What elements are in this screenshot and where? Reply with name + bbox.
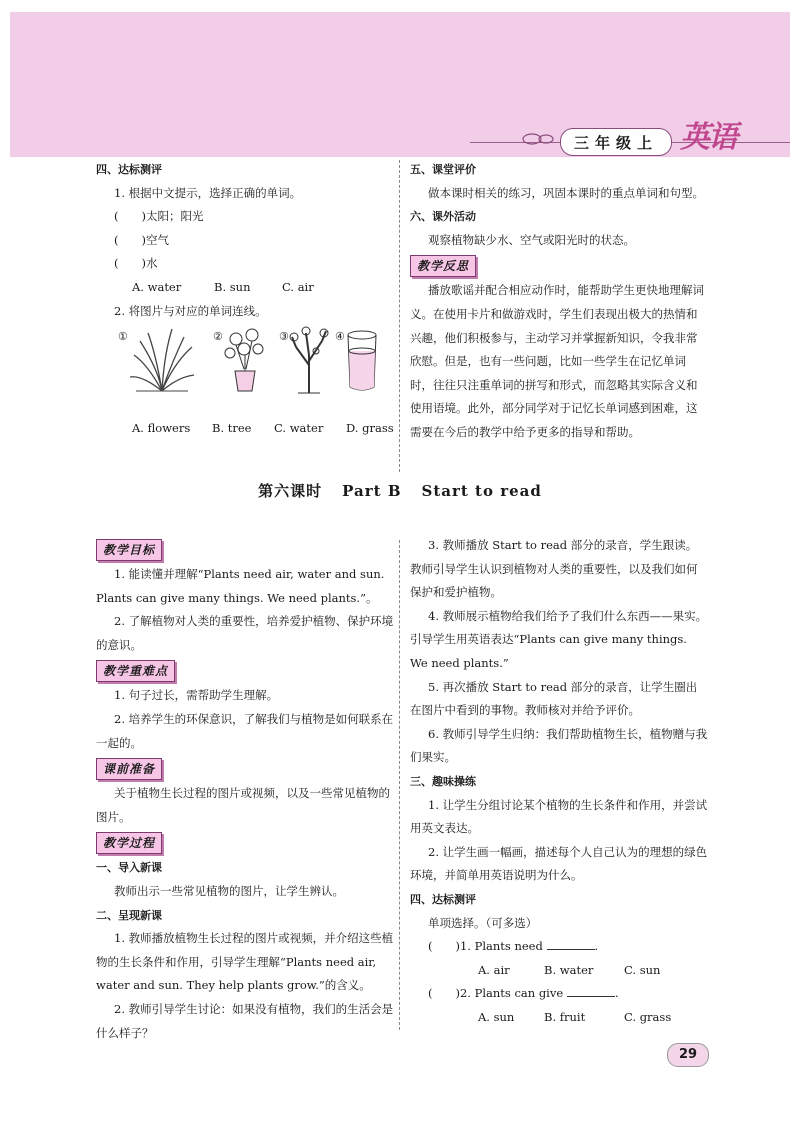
key-point: 2. 培养学生的环保意识，了解我们与植物是如何联系在一起的。 xyxy=(96,711,394,750)
option: B. sun xyxy=(214,279,251,294)
subject-logo: 英语 xyxy=(680,120,736,155)
mc-question-2: ( )2. Plants can give . xyxy=(428,986,619,1001)
paragraph: 关于植物生长过程的图片或视频，以及一些常见植物的图片。 xyxy=(96,786,390,824)
section-heading: 一、导入新课 xyxy=(96,861,162,875)
instruction: 单项选择。（可多选） xyxy=(428,915,538,930)
key-points-badge: 教学重难点 xyxy=(96,660,175,682)
mc-question-1: ( )1. Plants need . xyxy=(428,939,599,954)
paragraph: 1. 让学生分组讨论某个植物的生长条件和作用，并尝试用英文表达。 xyxy=(410,797,708,836)
column-divider xyxy=(399,540,400,1030)
process-badge: 教学过程 xyxy=(96,832,162,854)
water-glass-picture-icon xyxy=(344,325,380,395)
section-heading: 六、课外活动 xyxy=(410,210,476,224)
right-bottom-column xyxy=(410,534,708,1029)
section-heading: 二、呈现新课 xyxy=(96,908,162,922)
question-2: 2. 将图片与对应的单词连线。 xyxy=(114,303,267,318)
pic-number: ① xyxy=(118,330,128,344)
header-banner xyxy=(10,12,790,157)
mc1-options xyxy=(410,959,708,983)
q1-options xyxy=(96,276,396,300)
paragraph: 教师出示一些常见植物的图片，让学生辨认。 xyxy=(114,883,344,898)
lesson-number: 第六课时 xyxy=(258,482,323,500)
section-heading: 五、课堂评价 xyxy=(410,163,476,176)
left-bottom-column xyxy=(96,536,396,1045)
section-heading: 四、达标测评 xyxy=(410,892,476,906)
paragraph: 5. 再次播放 Start to read 部分的录音，让学生圈出在图片中看到的事物。教师核对并给予评价。 xyxy=(410,679,698,718)
lesson-title xyxy=(0,480,800,501)
q1-item: ( )空气 xyxy=(114,232,169,247)
option: B. water xyxy=(544,962,594,977)
option: A. sun xyxy=(478,1009,515,1024)
grade-label: 三年级上 xyxy=(560,128,672,156)
preparation-badge: 课前准备 xyxy=(96,758,162,780)
leaf-ornament-icon xyxy=(520,126,556,152)
reflection-badge: 教学反思 xyxy=(410,255,476,277)
paragraph: 6. 教师引导学生归纳：我们帮助植物生长，植物赠与我们果实。 xyxy=(410,726,708,765)
q2-options xyxy=(96,417,396,441)
lesson-part: Part B xyxy=(342,482,402,500)
column-divider xyxy=(399,160,400,472)
paragraph: 3. 教师播放 Start to read 部分的录音，学生跟读。教师引导学生认识到植物对人类的重要性，以及我们如何保护和爱护植物。 xyxy=(410,538,698,600)
answer-blank xyxy=(567,984,615,997)
left-top-column xyxy=(96,158,396,441)
option: A. air xyxy=(478,962,510,977)
key-point: 1. 句子过长，需帮助学生理解。 xyxy=(114,688,279,703)
option: C. air xyxy=(282,279,314,294)
paragraph: 2. 让学生画一幅画，描述每个人自己认为的理想的绿色环境，并简单用英语说明为什么。 xyxy=(410,844,708,883)
lesson-name: Start to read xyxy=(421,482,542,500)
pic-number: ④ xyxy=(335,330,345,344)
option: D. grass xyxy=(346,421,394,436)
flowers-picture-icon xyxy=(222,325,268,395)
option: C. sun xyxy=(624,962,661,977)
question-text: ( )1. Plants need xyxy=(428,939,543,954)
option: A. flowers xyxy=(132,421,191,436)
reflection-text: 播放歌谣并配合相应动作时，能帮助学生更快地理解词义。在使用卡片和做游戏时，学生们表现出极大的热情和兴趣，他们积极参与，主动学习并掌握新知识，令我非常欣慰。但是，也有一些问题，比如一些学生在记忆单词时，往往只注重单词的拼写和形式，而忽略其实际含义和使用语境。此外，部分同学对于记忆长单词感到困难，这需要在今后的教学中给予更多的指导和帮助。 xyxy=(410,283,704,439)
paragraph: 做本课时相关的练习，巩固本课时的重点单词和句型。 xyxy=(428,185,704,200)
picture-row xyxy=(96,325,396,397)
tree-picture-icon xyxy=(286,325,332,395)
paragraph: 4. 教师展示植物给我们给予了我们什么东西——果实。引导学生用英语表达“Plants can give many things. We need plants.” xyxy=(410,608,708,670)
option: B. tree xyxy=(212,421,252,436)
pic-number: ② xyxy=(213,330,223,344)
option: C. water xyxy=(274,421,324,436)
right-top-column xyxy=(410,158,708,445)
pic-number: ③ xyxy=(279,330,289,344)
paragraph: 2. 教师引导学生讨论：如果没有植物，我们的生活会是什么样子？ xyxy=(96,1001,394,1040)
goals-badge: 教学目标 xyxy=(96,539,162,561)
option: B. fruit xyxy=(544,1009,586,1024)
section-heading: 三、趣味操练 xyxy=(410,774,476,788)
goal-item: 2. 了解植物对人类的重要性，培养爱护植物、保护环境的意识。 xyxy=(96,614,394,652)
option: C. grass xyxy=(624,1009,672,1024)
page-number: 29 xyxy=(667,1043,709,1067)
paragraph: 观察植物缺少水、空气或阳光时的状态。 xyxy=(428,232,635,247)
mc2-options xyxy=(410,1006,708,1030)
section-heading: 四、达标测评 xyxy=(96,163,162,176)
answer-blank xyxy=(547,937,595,950)
goal-item: 1. 能读懂并理解“Plants need air, water and sun. Plants can give many things. We need plants.”。 xyxy=(96,567,385,605)
question-text: ( )2. Plants can give xyxy=(428,986,564,1001)
grass-picture-icon xyxy=(128,325,196,395)
question-1: 1. 根据中文提示，选择正确的单词。 xyxy=(114,185,302,200)
paragraph: 1. 教师播放植物生长过程的图片或视频，并介绍这些植物的生长条件和作用，引导学生理解“Plants need air, water and sun. They help plants grow.”的含义。 xyxy=(96,931,394,993)
option: A. water xyxy=(132,279,182,294)
q1-item: ( )水 xyxy=(114,256,158,271)
q1-item: ( )太阳；阳光 xyxy=(114,209,204,224)
